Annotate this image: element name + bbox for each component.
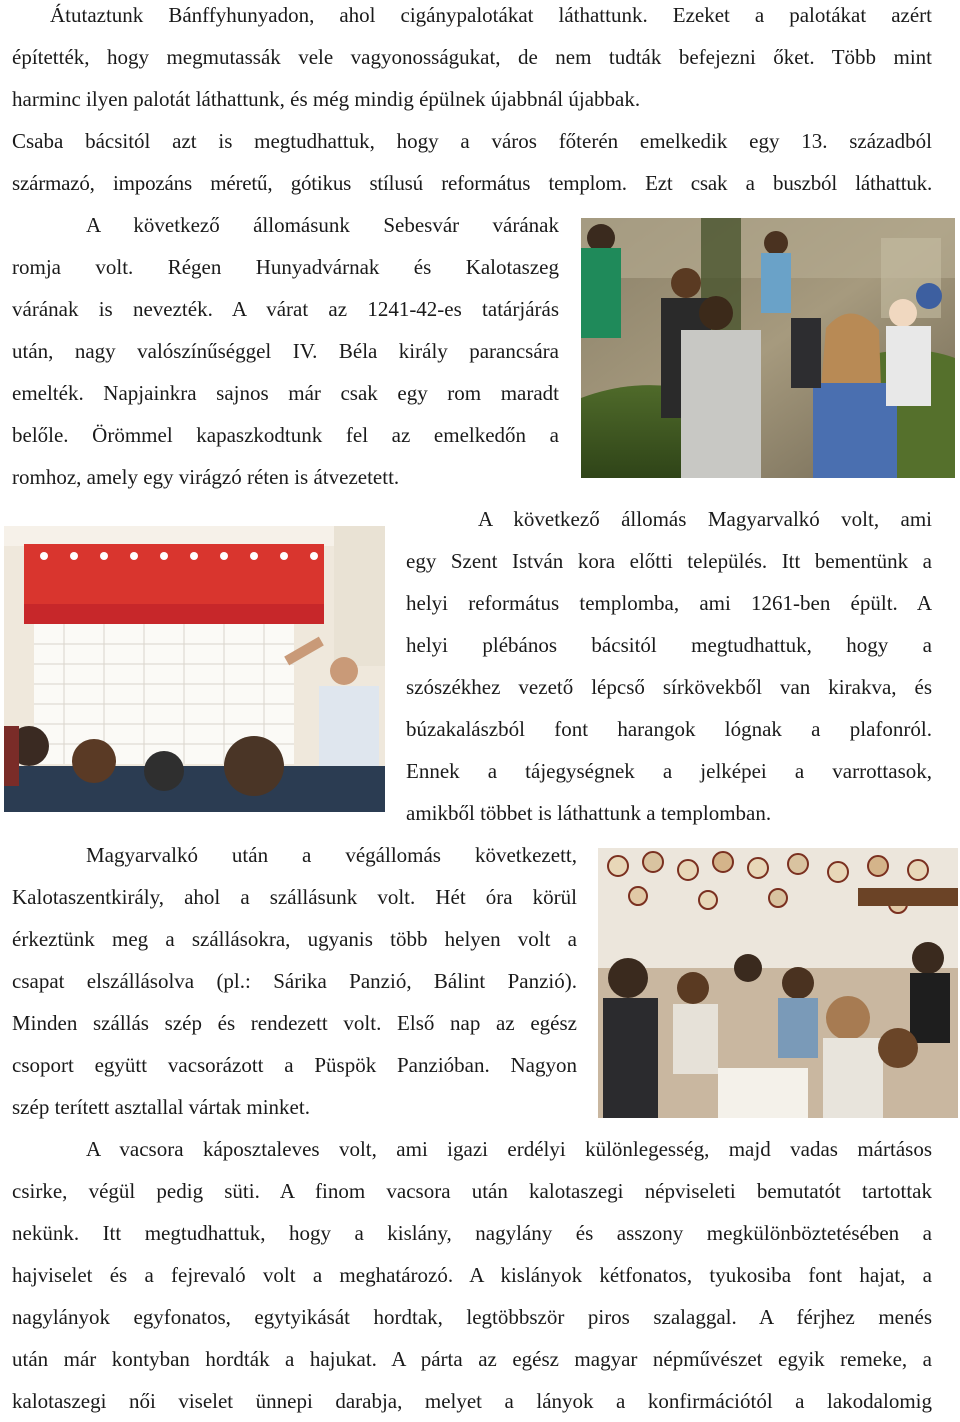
text-line: Magyarvalkó után a végállomás következett, — [86, 843, 577, 867]
text-line: A következő állomás Magyarvalkó volt, ami — [478, 507, 932, 531]
text-line: várának is nevezték. A várat az 1241-42-es tatárjárás — [12, 297, 559, 321]
text-line: nagylányok egyfonatos, egytyikását hordtak, legtöbbször piros szalaggal. A férjhez menés — [12, 1305, 932, 1329]
text-line: Átutaztunk Bánffyhunyadon, ahol cigánypalotákat láthattunk. Ezeket a palotákat azért — [50, 3, 932, 27]
paragraph-church-main-square — [12, 120, 932, 204]
text-line: csirke, végül pedig süti. A finom vacsora után kalotaszegi népviseleti bemutatót tartottak — [12, 1179, 932, 1203]
text-line: Csaba bácsitól azt is megtudhattuk, hogy a város főterén emelkedik egy 13. századból — [12, 129, 932, 153]
text-line: csoport együtt vacsorázott a Püspök Panzióban. Nagyon — [12, 1053, 577, 1077]
text-line: romja volt. Régen Hunyadvárnak és Kalotaszeg — [12, 255, 559, 279]
text-line: A vacsora káposztaleves volt, ami igazi erdélyi különlegesség, majd vadas mártásos — [86, 1137, 932, 1161]
text-line: után, nagy valószínűséggel IV. Béla király parancsára — [12, 339, 559, 363]
text-line: érkeztünk meg a szállásokra, ugyanis több helyen volt a — [12, 927, 577, 951]
text-line: szószékhez vezető lépcső sírkövekből van kirakva, és — [406, 675, 932, 699]
text-line: helyi plébános bácsitól megtudhattuk, hogy a — [406, 633, 932, 657]
text-line: után már kontyban hordták a hajukat. A párta az egész magyar népművészet egyik remeke, a — [12, 1347, 932, 1371]
castle-ruins-image — [581, 218, 955, 478]
text-line: kalotaszegi női viselet ünnepi darabja, melyet a lányok a konfirmációtól a lakodalomig — [12, 1389, 932, 1413]
text-line: belőle. Örömmel kapaszkodtunk fel az emelkedőn a — [12, 423, 559, 447]
text-line: romhoz, amely egy virágzó réten is átvezetett. — [12, 465, 400, 489]
text-line: nekünk. Itt megtudhattuk, hogy a kislány, nagylány és asszony megkülönböztetésében a — [12, 1221, 932, 1245]
paragraph-sebesvar — [12, 204, 559, 498]
dining-hall-image — [598, 848, 958, 1118]
text-line: építették, hogy megmutassák vele vagyonosságukat, de nem tudták befejezni őket. Több mint — [12, 45, 932, 69]
text-line: A következő állomásunk Sebesvár várának — [86, 213, 559, 237]
text-line: Minden szállás szép és rendezett volt. Első nap az egész — [12, 1011, 577, 1035]
text-line: egy Szent István kora előtti település. Itt bementünk a — [406, 549, 932, 573]
paragraph-banffyhunyad — [12, 0, 932, 120]
paragraph-magyarvalko — [406, 498, 932, 834]
text-line: Ennek a tájegységnek a jelképei a varrottasok, — [406, 759, 932, 783]
text-line: harminc ilyen palotát láthattunk, és még mindig épülnek újabbnál újabbak. — [12, 87, 641, 111]
text-line: amikből többet is láthattunk a templomban. — [406, 801, 772, 825]
text-line: hajviselet és a fejrevaló volt a meghatározó. A kislányok kétfonatos, tyukosiba font hajat, a — [12, 1263, 932, 1287]
text-line: búzakalászból font harangok lógnak a plafonról. — [406, 717, 932, 741]
photo-castle-ruins — [581, 218, 955, 478]
text-line: szép terített asztallal vártak minket. — [12, 1095, 310, 1119]
paragraph-kalotaszentkiraly — [12, 834, 577, 1128]
paragraph-dinner-folk-costume — [12, 1128, 932, 1422]
photo-dining-hall — [598, 848, 958, 1118]
photo-church-embroidery — [4, 526, 385, 812]
text-line: helyi református templomba, ami 1261-ben épült. A — [406, 591, 932, 615]
church-embroidery-image — [4, 526, 385, 812]
text-line: emelték. Napjainkra sajnos már csak egy rom maradt — [12, 381, 559, 405]
text-line: származó, impozáns méretű, gótikus stílusú református templom. Ezt csak a buszból láthattuk. — [12, 171, 932, 195]
text-line: Kalotaszentkirály, ahol a szállásunk volt. Hét óra körül — [12, 885, 577, 909]
text-line: csapat elszállásolva (pl.: Sárika Panzió, Bálint Panzió). — [12, 969, 577, 993]
